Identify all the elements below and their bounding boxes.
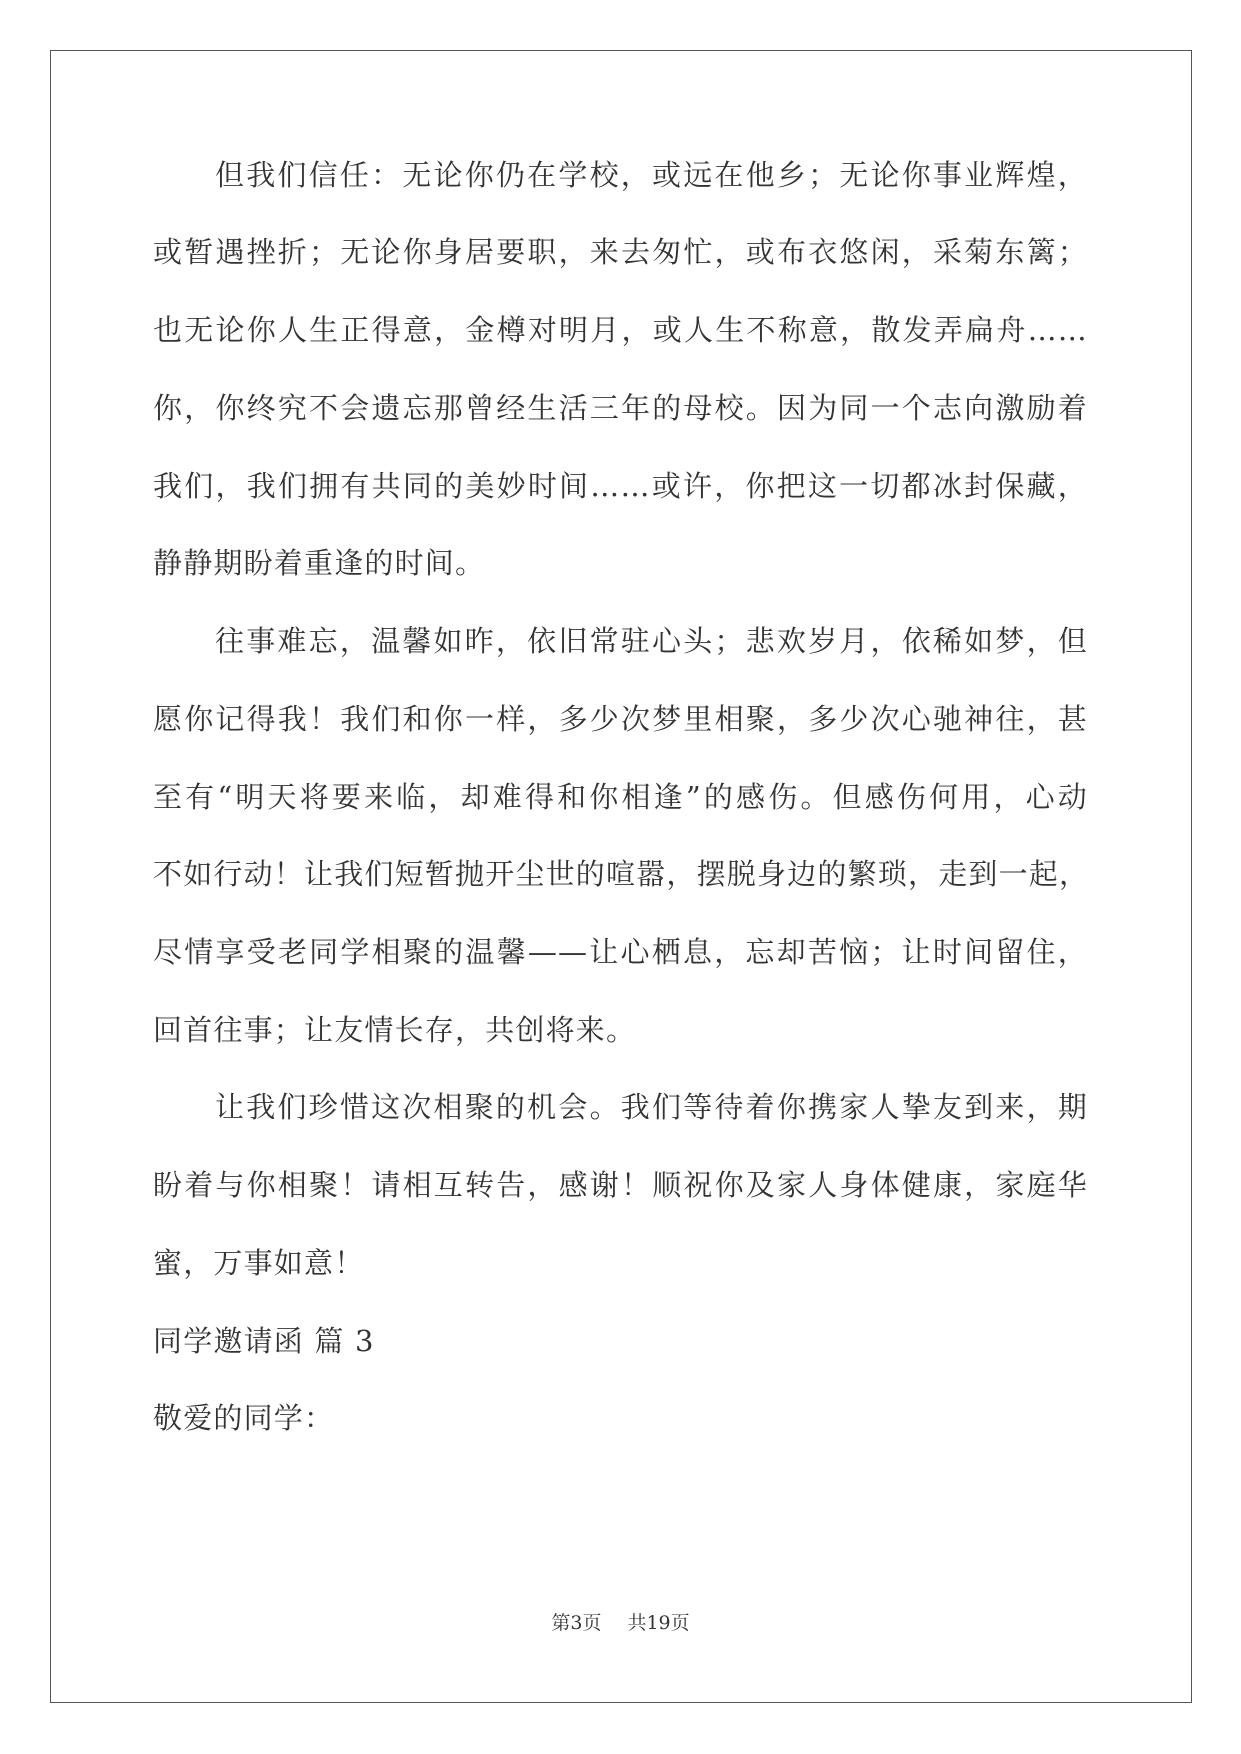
paragraph-line: 往事难忘，温馨如昨，依旧常驻心头；悲欢岁月，依稀如梦，但 [215, 624, 1088, 658]
paragraph-line: 静静期盼着重逢的时间。 [153, 546, 486, 580]
section-heading: 同学邀请函 篇 3 [153, 1324, 375, 1358]
paragraph-line: 回首往事；让友情长存，共创将来。 [153, 1013, 637, 1047]
paragraph-line: 尽情享受老同学相聚的温馨——让心栖息，忘却苦恼；让时间留住， [153, 935, 1088, 969]
paragraph-line: 盼着与你相聚！请相互转告，感谢！顺祝你及家人身体健康，家庭华 [153, 1168, 1088, 1202]
paragraph-line: 愿你记得我！我们和你一样，多少次梦里相聚，多少次心驰神往，甚 [153, 702, 1088, 736]
page-number: 第3页 [551, 1612, 602, 1634]
paragraph-line: 我们，我们拥有共同的美妙时间……或许，你把这一切都冰封保藏， [153, 469, 1088, 503]
paragraph-line: 不如行动！让我们短暂抛开尘世的喧嚣，摆脱身边的繁琐，走到一起， [153, 857, 1090, 891]
paragraph-line: 但我们信任：无论你仍在学校，或远在他乡；无论你事业辉煌， [215, 158, 1088, 192]
paragraph-line: 蜜，万事如意！ [153, 1246, 365, 1280]
paragraph-line: 至有“明天将要来临，却难得和你相逢”的感伤。但感伤何用，心动 [153, 780, 1088, 814]
paragraph-line: 也无论你人生正得意，金樽对明月，或人生不称意，散发弄扁舟…… [153, 313, 1088, 347]
page-footer [0, 1608, 1241, 1635]
paragraph-line: 或暂遇挫折；无论你身居要职，来去匆忙，或布衣悠闲，采菊东篱； [153, 235, 1088, 269]
paragraph-line: 让我们珍惜这次相聚的机会。我们等待着你携家人挚友到来，期 [215, 1090, 1088, 1124]
page-total: 共19页 [627, 1612, 690, 1634]
paragraph-line: 你，你终究不会遗忘那曾经生活三年的母校。因为同一个志向激励着 [153, 391, 1088, 425]
salutation: 敬爱的同学： [153, 1401, 335, 1435]
